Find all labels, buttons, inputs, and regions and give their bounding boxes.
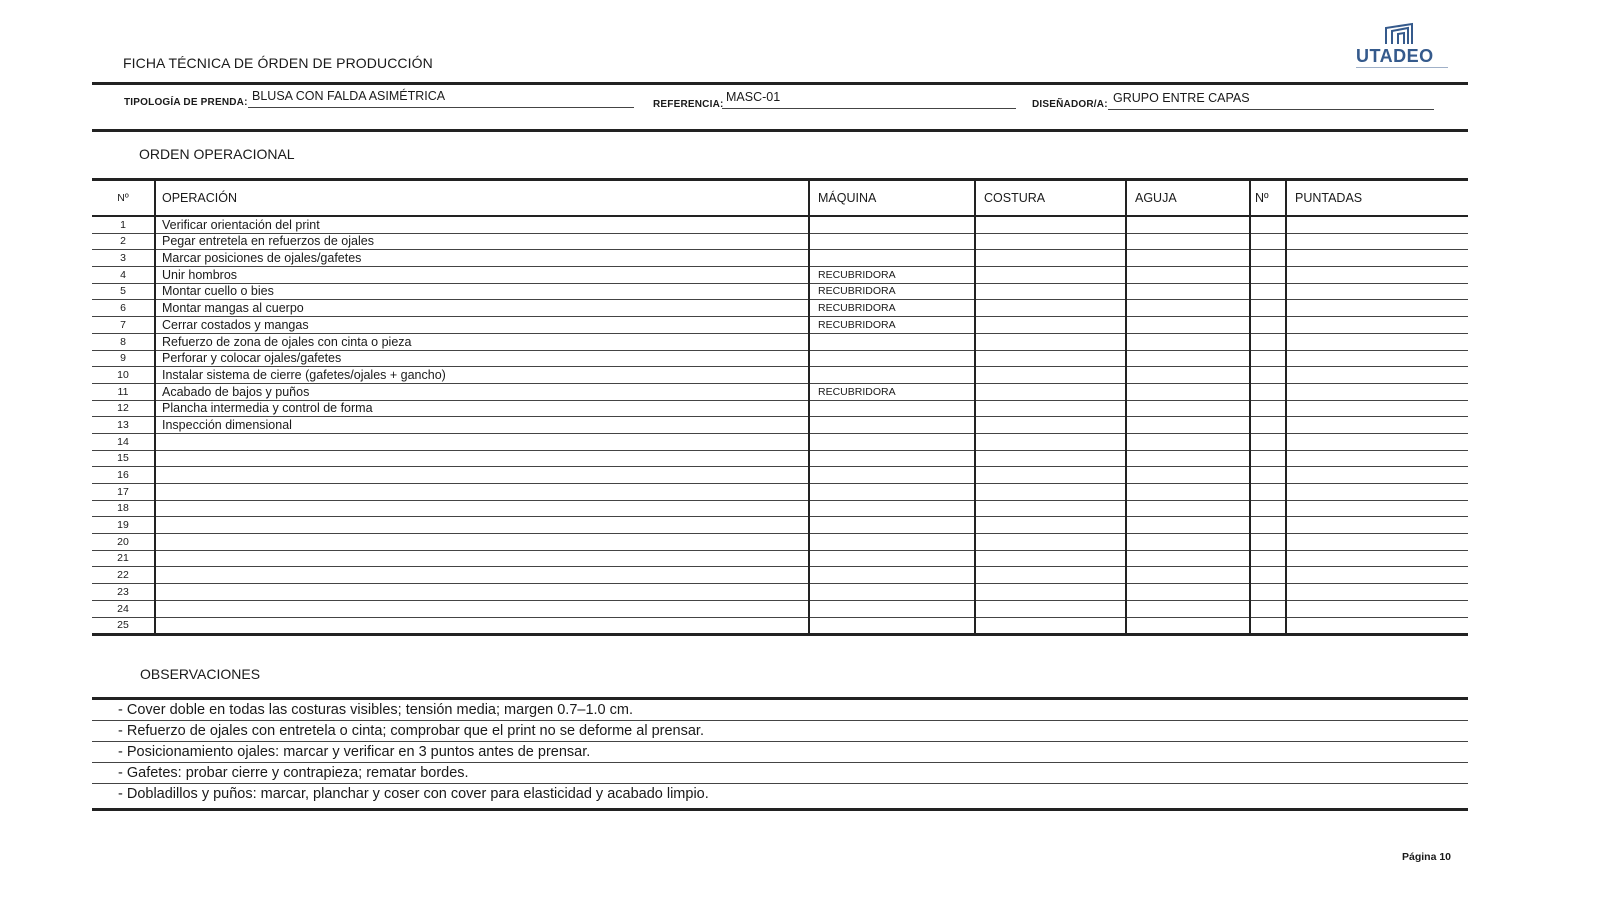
- table-row: [92, 216, 1468, 233]
- table-row: [92, 617, 1468, 635]
- row-maquina: [809, 250, 975, 267]
- table-row: [92, 500, 1468, 517]
- row-operacion: [155, 567, 809, 584]
- row-costura: [975, 216, 1126, 233]
- row-operacion: [155, 550, 809, 567]
- logo-mark-icon: [1382, 22, 1422, 46]
- observaciones-box: [92, 697, 1468, 811]
- orden-section-title: ORDEN OPERACIONAL: [139, 146, 295, 162]
- row-puntadas: [1286, 233, 1468, 250]
- observacion-line: - Gafetes: probar cierre y contrapieza; rematar bordes.: [92, 763, 1468, 784]
- row-costura: [975, 250, 1126, 267]
- logo-text: UTADEO: [1356, 46, 1434, 66]
- row-puntadas: [1286, 300, 1468, 317]
- row-operacion: Montar cuello o bies: [155, 283, 809, 300]
- row-num2: [1250, 250, 1286, 267]
- row-number: 18: [92, 500, 155, 517]
- observacion-line: - Cover doble en todas las costuras visibles; tensión media; margen 0.7–1.0 cm.: [92, 700, 1468, 721]
- row-operacion: Inspección dimensional: [155, 417, 809, 434]
- row-num2: [1250, 484, 1286, 501]
- row-costura: [975, 484, 1126, 501]
- row-maquina: [809, 567, 975, 584]
- row-puntadas: [1286, 467, 1468, 484]
- row-aguja: [1126, 550, 1250, 567]
- row-number: 13: [92, 417, 155, 434]
- row-aguja: [1126, 433, 1250, 450]
- row-number: 19: [92, 517, 155, 534]
- row-costura: [975, 300, 1126, 317]
- row-costura: [975, 267, 1126, 284]
- table-row: [92, 400, 1468, 417]
- row-aguja: [1126, 367, 1250, 384]
- row-operacion: [155, 584, 809, 601]
- row-maquina: [809, 417, 975, 434]
- row-operacion: Marcar posiciones de ojales/gafetes: [155, 250, 809, 267]
- col-header-num2: Nº: [1250, 180, 1286, 217]
- row-puntadas: [1286, 333, 1468, 350]
- col-header-maquina: MÁQUINA: [809, 180, 975, 217]
- row-operacion: Pegar entretela en refuerzos de ojales: [155, 233, 809, 250]
- row-puntadas: [1286, 550, 1468, 567]
- row-aguja: [1126, 450, 1250, 467]
- row-number: 21: [92, 550, 155, 567]
- table-row: [92, 267, 1468, 284]
- row-maquina: [809, 550, 975, 567]
- row-num2: [1250, 267, 1286, 284]
- table-row: [92, 467, 1468, 484]
- disenador-line: [1108, 109, 1434, 110]
- row-num2: [1250, 400, 1286, 417]
- row-costura: [975, 517, 1126, 534]
- row-puntadas: [1286, 500, 1468, 517]
- row-operacion: [155, 534, 809, 551]
- tipologia-value: BLUSA CON FALDA ASIMÉTRICA: [252, 89, 446, 103]
- row-aguja: [1126, 584, 1250, 601]
- row-aguja: [1126, 600, 1250, 617]
- row-puntadas: [1286, 216, 1468, 233]
- page-number: Página 10: [1402, 851, 1452, 863]
- table-row: [92, 350, 1468, 367]
- row-costura: [975, 584, 1126, 601]
- header-bottom-rule: [92, 129, 1468, 132]
- document-title: FICHA TÉCNICA DE ÓRDEN DE PRODUCCIÓN: [123, 55, 433, 71]
- row-aguja: [1126, 333, 1250, 350]
- row-num2: [1250, 550, 1286, 567]
- row-puntadas: [1286, 517, 1468, 534]
- row-maquina: [809, 517, 975, 534]
- row-costura: [975, 417, 1126, 434]
- header-top-rule: [92, 82, 1468, 85]
- row-costura: [975, 333, 1126, 350]
- row-aguja: [1126, 383, 1250, 400]
- table-row: [92, 550, 1468, 567]
- col-header-aguja: AGUJA: [1126, 180, 1250, 217]
- row-costura: [975, 233, 1126, 250]
- row-aguja: [1126, 534, 1250, 551]
- table-row: [92, 433, 1468, 450]
- row-aguja: [1126, 517, 1250, 534]
- row-aguja: [1126, 400, 1250, 417]
- row-aguja: [1126, 300, 1250, 317]
- disenador-label: DISEÑADOR/A:: [1032, 99, 1108, 110]
- row-operacion: Perforar y colocar ojales/gafetes: [155, 350, 809, 367]
- row-number: 2: [92, 233, 155, 250]
- table-row: [92, 450, 1468, 467]
- row-puntadas: [1286, 450, 1468, 467]
- row-maquina: [809, 500, 975, 517]
- row-num2: [1250, 433, 1286, 450]
- disenador-value: GRUPO ENTRE CAPAS: [1113, 91, 1250, 105]
- row-num2: [1250, 500, 1286, 517]
- row-number: 24: [92, 600, 155, 617]
- row-aguja: [1126, 467, 1250, 484]
- row-num2: [1250, 216, 1286, 233]
- row-maquina: [809, 400, 975, 417]
- row-number: 8: [92, 333, 155, 350]
- table-row: [92, 333, 1468, 350]
- row-operacion: [155, 484, 809, 501]
- row-num2: [1250, 467, 1286, 484]
- table-row: [92, 233, 1468, 250]
- row-costura: [975, 433, 1126, 450]
- row-aguja: [1126, 250, 1250, 267]
- row-num2: [1250, 233, 1286, 250]
- utadeo-logo: [1356, 22, 1448, 72]
- row-maquina: RECUBRIDORA: [809, 383, 975, 400]
- row-operacion: Plancha intermedia y control de forma: [155, 400, 809, 417]
- row-number: 23: [92, 584, 155, 601]
- row-num2: [1250, 584, 1286, 601]
- row-number: 11: [92, 383, 155, 400]
- row-number: 3: [92, 250, 155, 267]
- row-aguja: [1126, 350, 1250, 367]
- row-maquina: RECUBRIDORA: [809, 317, 975, 334]
- row-maquina: RECUBRIDORA: [809, 267, 975, 284]
- row-puntadas: [1286, 433, 1468, 450]
- row-puntadas: [1286, 534, 1468, 551]
- table-row: [92, 300, 1468, 317]
- row-operacion: Instalar sistema de cierre (gafetes/ojales + gancho): [155, 367, 809, 384]
- observacion-line: - Refuerzo de ojales con entretela o cinta; comprobar que el print no se deforme al prensar.: [92, 721, 1468, 742]
- row-maquina: [809, 600, 975, 617]
- row-num2: [1250, 350, 1286, 367]
- row-num2: [1250, 317, 1286, 334]
- row-puntadas: [1286, 367, 1468, 384]
- row-costura: [975, 367, 1126, 384]
- row-number: 17: [92, 484, 155, 501]
- row-num2: [1250, 300, 1286, 317]
- observaciones-section-title: OBSERVACIONES: [140, 666, 261, 682]
- row-maquina: [809, 467, 975, 484]
- row-puntadas: [1286, 350, 1468, 367]
- row-operacion: Refuerzo de zona de ojales con cinta o pieza: [155, 333, 809, 350]
- row-puntadas: [1286, 600, 1468, 617]
- row-puntadas: [1286, 250, 1468, 267]
- row-costura: [975, 500, 1126, 517]
- table-row: [92, 484, 1468, 501]
- row-aguja: [1126, 417, 1250, 434]
- row-aguja: [1126, 617, 1250, 635]
- col-header-costura: COSTURA: [975, 180, 1126, 217]
- row-costura: [975, 567, 1126, 584]
- referencia-label: REFERENCIA:: [653, 99, 724, 110]
- row-num2: [1250, 367, 1286, 384]
- row-costura: [975, 317, 1126, 334]
- table-row: [92, 600, 1468, 617]
- row-aguja: [1126, 216, 1250, 233]
- row-num2: [1250, 517, 1286, 534]
- row-num2: [1250, 333, 1286, 350]
- referencia-value: MASC-01: [726, 90, 781, 104]
- row-operacion: [155, 600, 809, 617]
- row-maquina: [809, 367, 975, 384]
- row-costura: [975, 617, 1126, 635]
- table-row: [92, 567, 1468, 584]
- row-maquina: [809, 233, 975, 250]
- row-aguja: [1126, 484, 1250, 501]
- row-operacion: [155, 450, 809, 467]
- row-maquina: [809, 433, 975, 450]
- table-row: [92, 283, 1468, 300]
- table-row: [92, 383, 1468, 400]
- row-number: 20: [92, 534, 155, 551]
- row-aguja: [1126, 567, 1250, 584]
- row-puntadas: [1286, 567, 1468, 584]
- row-aguja: [1126, 233, 1250, 250]
- row-operacion: [155, 617, 809, 635]
- row-num2: [1250, 617, 1286, 635]
- row-maquina: [809, 484, 975, 501]
- row-puntadas: [1286, 584, 1468, 601]
- row-operacion: Montar mangas al cuerpo: [155, 300, 809, 317]
- row-maquina: [809, 584, 975, 601]
- row-costura: [975, 467, 1126, 484]
- row-puntadas: [1286, 617, 1468, 635]
- table-row: [92, 517, 1468, 534]
- row-maquina: RECUBRIDORA: [809, 300, 975, 317]
- row-operacion: [155, 500, 809, 517]
- row-maquina: [809, 216, 975, 233]
- table-row: [92, 250, 1468, 267]
- row-num2: [1250, 450, 1286, 467]
- row-aguja: [1126, 500, 1250, 517]
- row-number: 10: [92, 367, 155, 384]
- row-number: 25: [92, 617, 155, 635]
- row-puntadas: [1286, 383, 1468, 400]
- row-costura: [975, 450, 1126, 467]
- row-number: 22: [92, 567, 155, 584]
- table-header-row: [92, 180, 1468, 217]
- row-operacion: Cerrar costados y mangas: [155, 317, 809, 334]
- table-row: [92, 534, 1468, 551]
- row-maquina: [809, 534, 975, 551]
- observacion-line: - Posicionamiento ojales: marcar y verificar en 3 puntos antes de prensar.: [92, 742, 1468, 763]
- table-body: [92, 216, 1468, 635]
- observacion-line: - Dobladillos y puños: marcar, planchar y coser con cover para elasticidad y acabado limpio.: [118, 786, 709, 802]
- col-header-operacion: OPERACIÓN: [155, 180, 809, 217]
- row-costura: [975, 534, 1126, 551]
- row-maquina: [809, 350, 975, 367]
- row-number: 5: [92, 283, 155, 300]
- row-puntadas: [1286, 267, 1468, 284]
- row-costura: [975, 550, 1126, 567]
- row-costura: [975, 383, 1126, 400]
- row-num2: [1250, 534, 1286, 551]
- row-operacion: Unir hombros: [155, 267, 809, 284]
- row-puntadas: [1286, 400, 1468, 417]
- referencia-line: [722, 108, 1016, 109]
- row-number: 12: [92, 400, 155, 417]
- row-aguja: [1126, 283, 1250, 300]
- row-operacion: Verificar orientación del print: [155, 216, 809, 233]
- row-number: 16: [92, 467, 155, 484]
- row-num2: [1250, 600, 1286, 617]
- tipologia-line: [248, 107, 634, 108]
- row-puntadas: [1286, 283, 1468, 300]
- row-number: 1: [92, 216, 155, 233]
- row-number: 4: [92, 267, 155, 284]
- row-maquina: [809, 617, 975, 635]
- row-costura: [975, 400, 1126, 417]
- row-costura: [975, 350, 1126, 367]
- row-costura: [975, 600, 1126, 617]
- col-header-num: Nº: [92, 180, 155, 217]
- row-number: 15: [92, 450, 155, 467]
- row-costura: [975, 283, 1126, 300]
- row-num2: [1250, 383, 1286, 400]
- table-row: [92, 367, 1468, 384]
- tipologia-label: TIPOLOGÍA DE PRENDA:: [124, 97, 248, 108]
- row-number: 6: [92, 300, 155, 317]
- table-row: [92, 584, 1468, 601]
- row-operacion: [155, 467, 809, 484]
- table-row: [92, 417, 1468, 434]
- logo-underline: [1356, 67, 1448, 68]
- row-aguja: [1126, 317, 1250, 334]
- row-number: 9: [92, 350, 155, 367]
- col-header-puntadas: PUNTADAS: [1286, 180, 1468, 217]
- row-maquina: RECUBRIDORA: [809, 283, 975, 300]
- row-maquina: [809, 450, 975, 467]
- row-operacion: [155, 517, 809, 534]
- row-puntadas: [1286, 484, 1468, 501]
- row-number: 7: [92, 317, 155, 334]
- row-puntadas: [1286, 317, 1468, 334]
- row-num2: [1250, 567, 1286, 584]
- table-row: [92, 317, 1468, 334]
- row-puntadas: [1286, 417, 1468, 434]
- row-maquina: [809, 333, 975, 350]
- operations-table: [92, 178, 1468, 636]
- row-num2: [1250, 417, 1286, 434]
- row-number: 14: [92, 433, 155, 450]
- row-operacion: [155, 433, 809, 450]
- row-operacion: Acabado de bajos y puños: [155, 383, 809, 400]
- row-aguja: [1126, 267, 1250, 284]
- row-num2: [1250, 283, 1286, 300]
